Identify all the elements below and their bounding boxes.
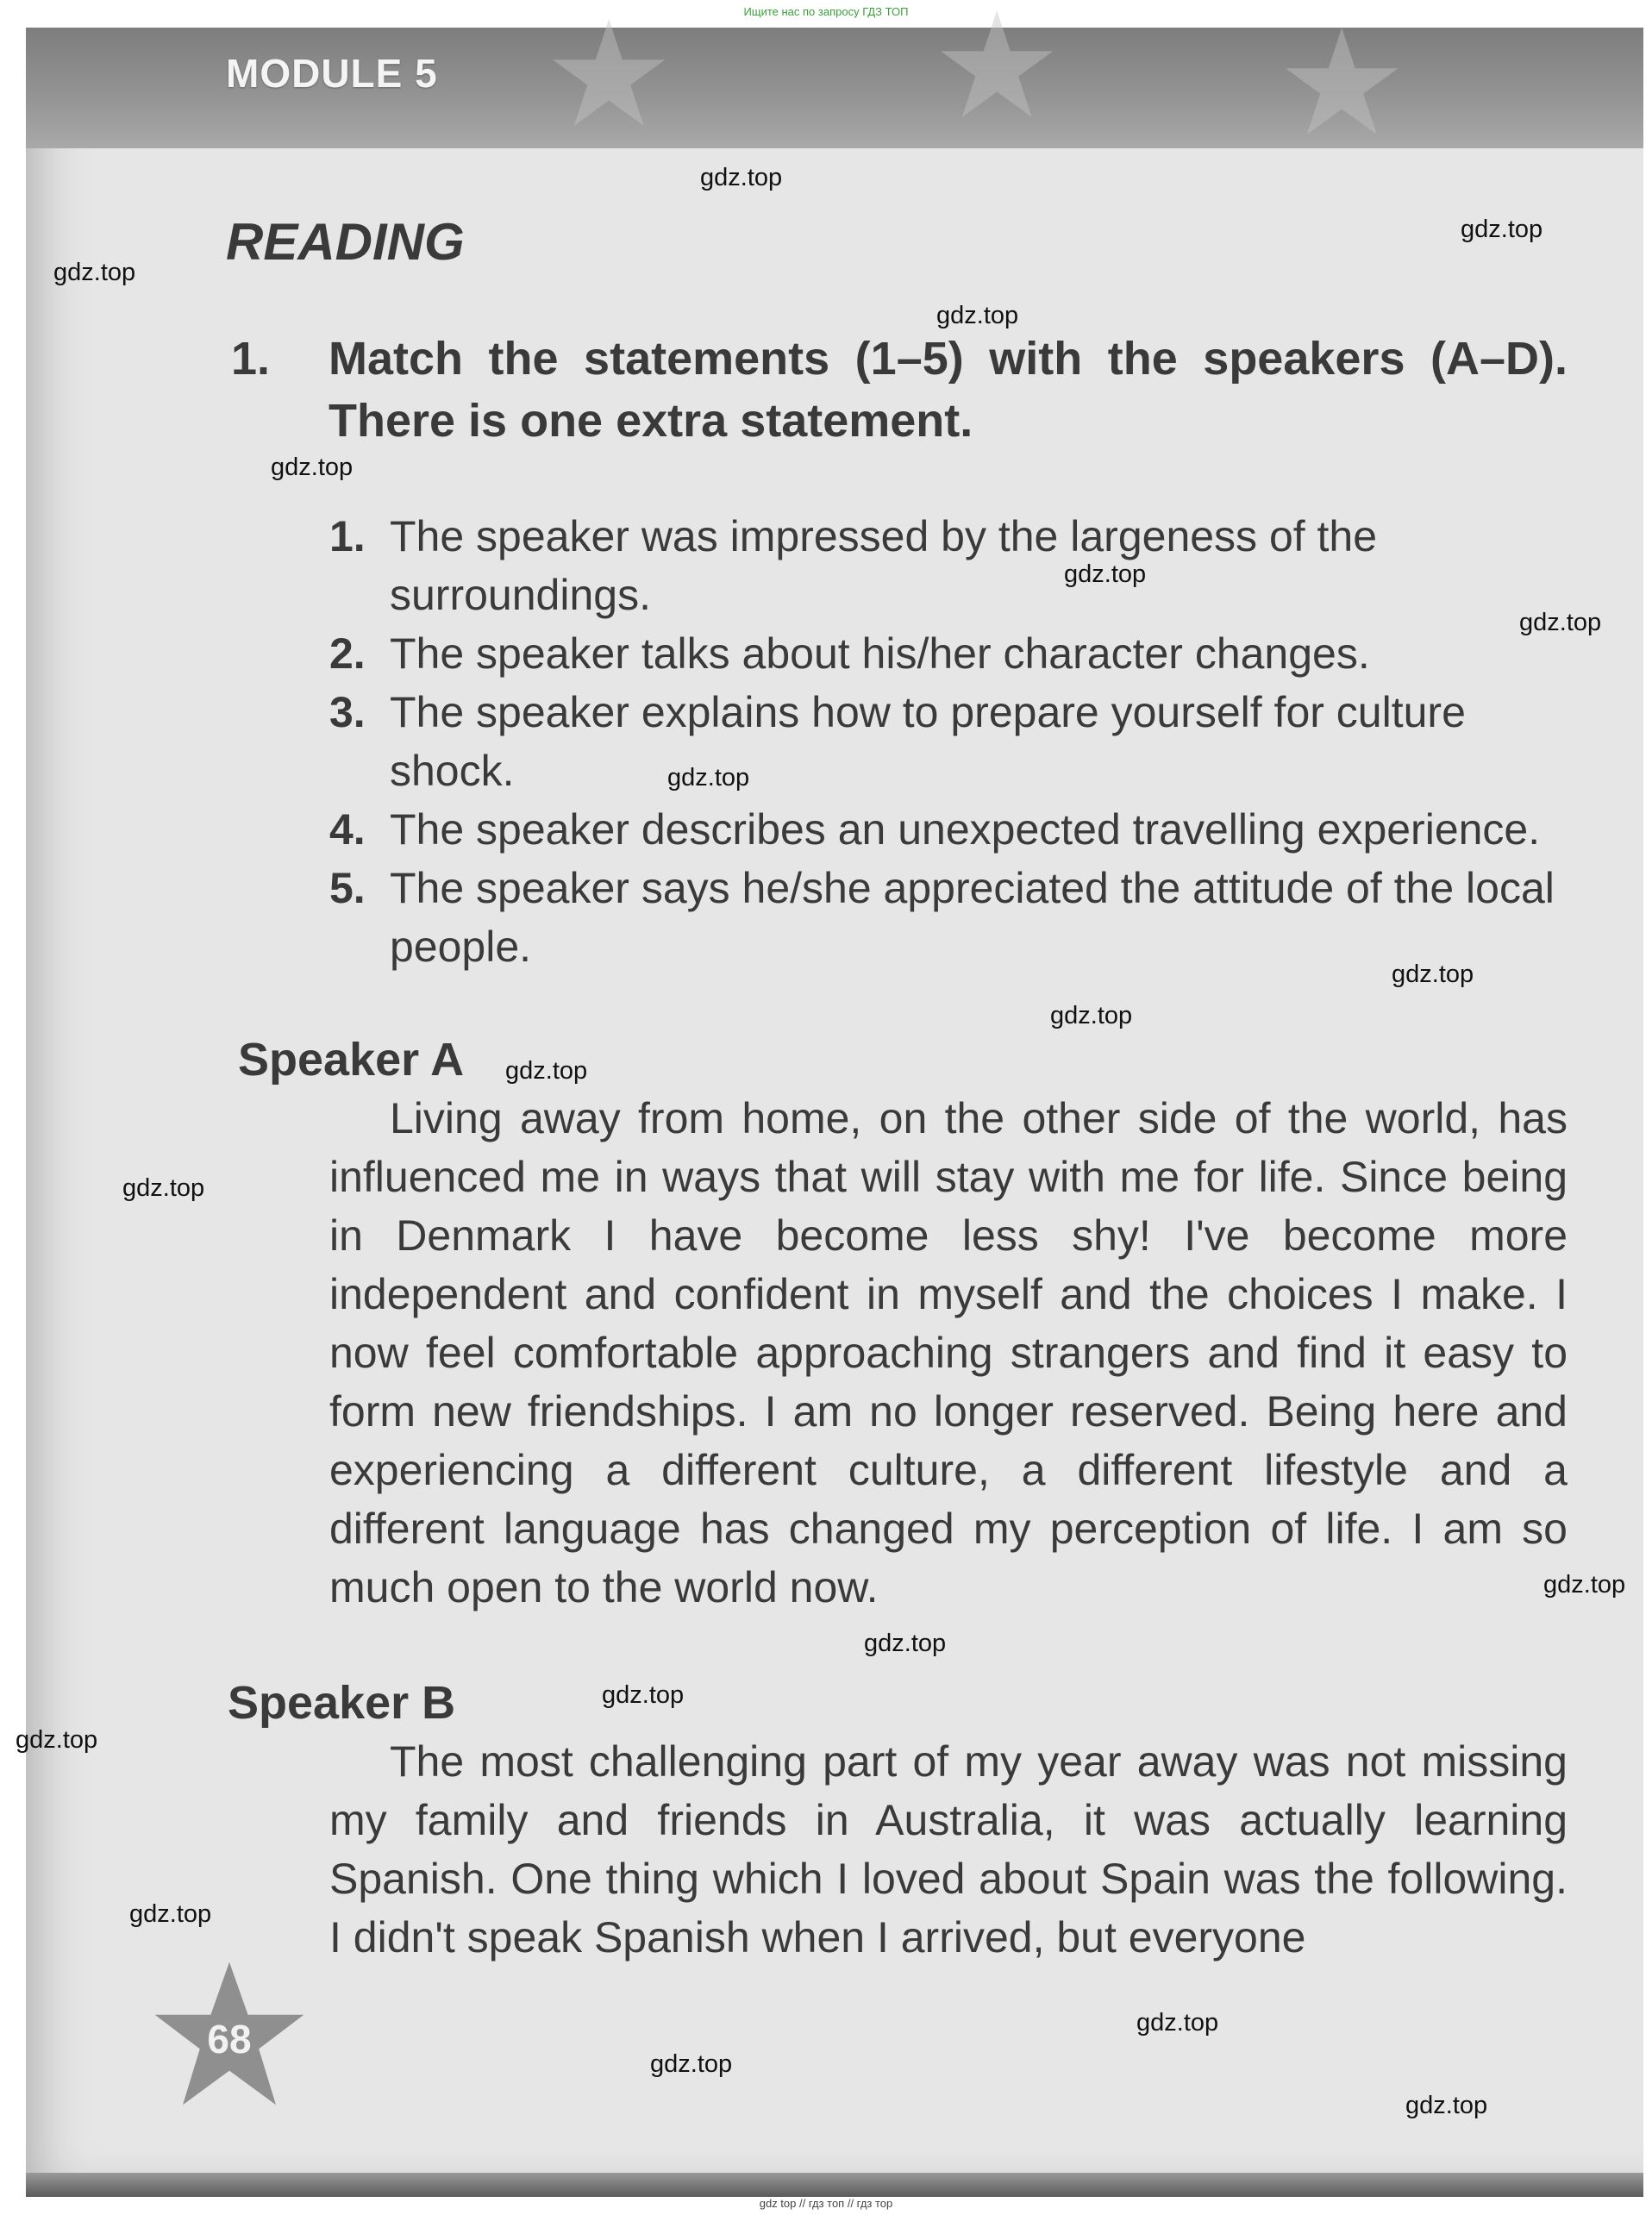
statement-item <box>329 800 1568 859</box>
statement-text: The speaker talks about his/her character changes. <box>390 629 1370 678</box>
module-title: MODULE 5 <box>226 51 438 96</box>
watermark-text: gdz.top <box>122 1174 205 1202</box>
statement-number: 1. <box>329 512 366 560</box>
statement-item <box>329 859 1568 976</box>
watermark-text: gdz.top <box>667 764 750 792</box>
statement-item <box>329 624 1568 683</box>
statement-list <box>329 507 1568 976</box>
watermark-text: gdz.top <box>700 164 783 191</box>
watermark-text: gdz.top <box>129 1900 212 1928</box>
task-text: Match the statements (1–5) with the speakers (A–D). There is one extra statement. <box>329 333 1568 447</box>
watermark-text: gdz.top <box>1405 2092 1488 2119</box>
page-bottom-edge <box>26 2173 1643 2197</box>
watermark-text: gdz.top <box>650 2050 733 2078</box>
star-decoration-icon: ★ <box>1276 0 1408 169</box>
statement-text: The speaker explains how to prepare yourself for culture shock. <box>390 688 1466 795</box>
watermark-text: gdz.top <box>602 1681 685 1709</box>
statement-number: 5. <box>329 864 366 912</box>
watermark-text: gdz.top <box>1064 560 1147 588</box>
statement-item <box>329 683 1568 800</box>
watermark-text: gdz.top <box>271 454 354 481</box>
watermark-text: gdz.top <box>864 1630 947 1657</box>
speaker-a-text: Living away from home, on the other side of the world, has influenced me in ways that will stay with me for life. Since being in Denmark I have become less shy! I've become more independent and confident in myself and the choices I make. I now feel comfortable approaching strangers and find it easy to form new friendships. I am no longer reserved. Being here and experiencing a different culture, a different lifestyle and a different language has changed my perception of life. I am so much open to the world now. <box>329 1094 1568 1611</box>
task-number: 1. <box>231 333 271 385</box>
statement-number: 3. <box>329 688 366 736</box>
watermark-text: gdz.top <box>505 1057 588 1085</box>
watermark-text: gdz.top <box>16 1726 98 1754</box>
star-decoration-icon: ★ <box>543 0 675 160</box>
watermark-text: gdz.top <box>1519 609 1602 636</box>
statement-text: The speaker says he/she appreciated the attitude of the local people. <box>390 864 1555 971</box>
page-number: 68 <box>207 2017 252 2062</box>
statement-number: 2. <box>329 629 366 678</box>
watermark-text: gdz.top <box>53 259 136 286</box>
watermark-text: gdz.top <box>936 302 1019 329</box>
watermark-text: gdz.top <box>1392 960 1474 988</box>
bottom-note: gdz top // гдз топ // гдз тор <box>759 2197 893 2210</box>
watermark-text: gdz.top <box>1543 1571 1626 1599</box>
top-note: Ищите нас по запросу ГДЗ ТОП <box>743 5 909 18</box>
watermark-text: gdz.top <box>1136 2009 1219 2037</box>
watermark-text: gdz.top <box>1461 216 1543 243</box>
statement-text: The speaker describes an unexpected travelling experience. <box>390 805 1541 854</box>
speaker-a-heading: Speaker A <box>238 1034 465 1086</box>
star-decoration-icon: ★ <box>931 0 1063 152</box>
task-instruction <box>231 328 1568 452</box>
speaker-b-heading: Speaker B <box>228 1677 456 1729</box>
section-title: READING <box>226 213 465 271</box>
statement-item <box>329 507 1568 624</box>
watermark-text: gdz.top <box>1050 1002 1133 1029</box>
statement-text: The speaker was impressed by the largeness of the surroundings. <box>390 512 1378 619</box>
statement-number: 4. <box>329 805 366 854</box>
speaker-b-text: The most challenging part of my year away was not missing my family and friends in Australia, it was actually learning Spanish. One thing which I loved about Spain was the following. I didn't speak Spanish when I arrived, but everyone <box>329 1737 1568 1962</box>
